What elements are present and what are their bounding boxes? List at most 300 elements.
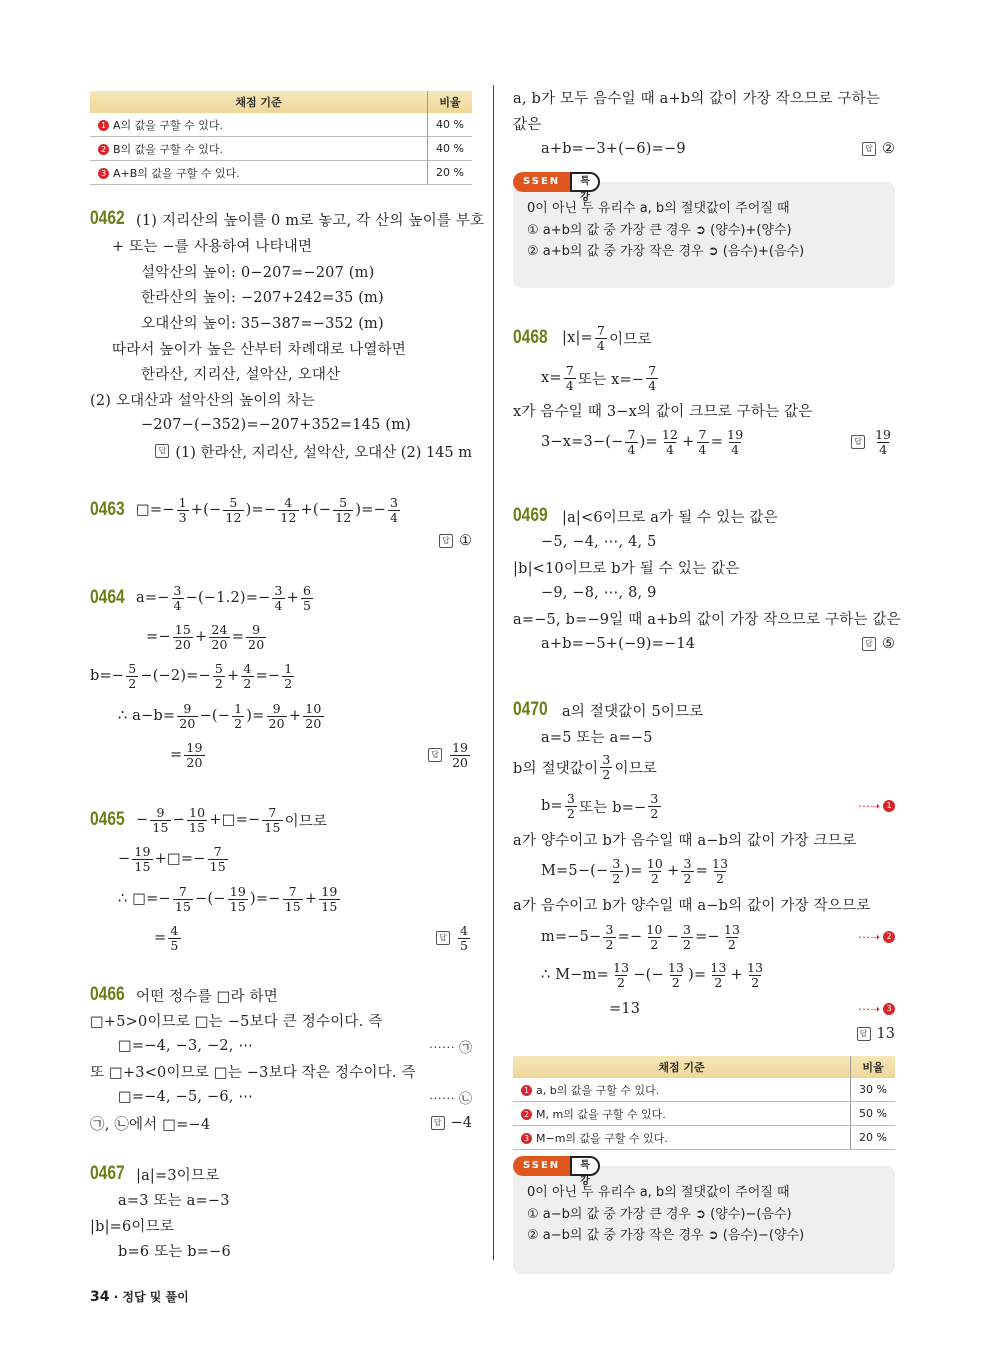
solution-line (609, 994, 640, 1024)
math-text: 한라산, 지리산, 설악산, 오대산 (141, 366, 341, 383)
solution-line (541, 629, 695, 659)
step-marker-icon: 3 (98, 168, 109, 179)
denominator: 4 (627, 441, 636, 457)
fraction (644, 923, 664, 952)
fraction (681, 923, 693, 952)
answer (428, 740, 472, 770)
numerator: 5 (214, 660, 224, 676)
solution-line (136, 583, 315, 613)
math-text: ∴ a−b= (118, 708, 176, 724)
math-text: +(− (300, 502, 332, 518)
denominator: 4 (173, 597, 182, 613)
fraction (177, 496, 189, 525)
math-text: = (154, 930, 167, 946)
fraction (708, 961, 728, 990)
math-text: a=5 또는 a=−5 (541, 729, 653, 746)
denominator: 2 (214, 675, 224, 691)
solution-line (170, 740, 207, 770)
denominator: 15 (134, 858, 151, 874)
criteria-cell (90, 161, 428, 185)
ratio-cell: 20 % (851, 1126, 896, 1150)
denominator: 4 (274, 597, 283, 613)
solution-line (90, 1108, 210, 1138)
math-text: (1) 지리산의 높이를 0 m로 놓고, 각 산의 높이를 부호 (136, 212, 485, 229)
denominator: 15 (284, 898, 301, 914)
math-text: −(− (633, 967, 664, 983)
fraction (173, 623, 193, 652)
denominator: 12 (280, 509, 297, 525)
fraction (168, 924, 180, 953)
denominator: 2 (612, 870, 621, 886)
math-text: 한라산의 높이: −207+242=35 (m) (141, 289, 384, 306)
fraction (745, 961, 765, 990)
equation-label: ⋯⋯ ㉡ (428, 1091, 472, 1107)
denominator: 15 (174, 898, 192, 914)
denominator: 2 (714, 974, 723, 990)
denominator: 5 (460, 937, 468, 953)
numerator: 3 (612, 855, 621, 871)
solution-line (118, 884, 342, 914)
denominator: 20 (452, 754, 468, 770)
solution-line (513, 889, 870, 919)
ratio-header: 비율 (428, 91, 473, 113)
math-text: b=− (90, 668, 125, 684)
math-text: +□=− (209, 812, 261, 828)
answer-icon: 답 (862, 637, 876, 651)
math-text: )=− (355, 502, 386, 518)
answer-icon: 답 (428, 748, 442, 762)
solution-line (118, 1235, 231, 1265)
fraction (173, 885, 193, 914)
criteria-header: 채점 기준 (90, 91, 428, 113)
step-marker-icon: 3 (883, 1003, 895, 1015)
math-text: =− (146, 629, 171, 645)
solution-line (513, 395, 813, 425)
ratio-cell: 40 % (428, 137, 473, 161)
answer-icon: 답 (862, 142, 876, 156)
grading-criteria-table (513, 1056, 895, 1150)
ssen-label: 특강 (570, 172, 600, 192)
math-text: 또는 x=− (577, 371, 645, 388)
math-text: =− (695, 929, 720, 945)
math-text: 또 □+3<0이므로 □는 −3보다 작은 정수이다. 즉 (90, 1064, 416, 1081)
solution-line (90, 661, 296, 691)
math-text: □=− (136, 502, 175, 518)
math-text: 어떤 정수를 □라 하면 (136, 988, 278, 1005)
fraction (646, 364, 658, 393)
page-number: 34 (90, 1289, 110, 1305)
math-text: =13 (609, 1001, 641, 1017)
fraction (172, 584, 184, 613)
math-text: )= (639, 434, 658, 450)
criteria-text: M, m의 값을 구할 수 있다. (536, 1107, 666, 1121)
fraction (564, 364, 576, 393)
math-text: |a|<6이므로 a가 될 수 있는 값은 (562, 509, 778, 526)
fraction (450, 741, 470, 770)
math-text: b= (541, 798, 563, 814)
step-marker-icon: 2 (883, 931, 895, 943)
numerator: 1 (178, 494, 187, 510)
criteria-header: 채점 기준 (513, 1056, 851, 1078)
criteria-cell (90, 113, 428, 137)
step-marker-icon: 1 (98, 120, 109, 131)
denominator: 3 (178, 509, 187, 525)
ratio-header: 비율 (851, 1056, 896, 1078)
criteria-text: M−m의 값을 구할 수 있다. (536, 1131, 668, 1145)
numerator: 9 (183, 700, 192, 716)
numerator: 1 (234, 700, 243, 716)
math-text: 이므로 (614, 760, 658, 777)
fraction (873, 428, 893, 457)
fraction (228, 885, 248, 914)
math-text: □=−4, −3, −2, ⋯ (118, 1038, 254, 1054)
fraction (610, 857, 622, 886)
numerator: 10 (646, 921, 663, 937)
math-text: = (710, 434, 724, 450)
answer-icon: 답 (155, 444, 169, 458)
numerator: 24 (211, 621, 228, 637)
denominator: 2 (683, 870, 692, 886)
fraction (283, 885, 303, 914)
math-text: −207−(−352)=−207+352=145 (m) (141, 417, 412, 433)
denominator: 15 (229, 898, 247, 914)
math-text: )=− (250, 891, 281, 907)
fraction (611, 961, 631, 990)
fraction (595, 324, 607, 353)
denominator: 2 (650, 805, 659, 821)
answer-icon: 답 (431, 1116, 445, 1130)
denominator: 2 (671, 974, 681, 990)
math-text: + (288, 708, 302, 724)
solution-line (513, 752, 657, 782)
denominator: 2 (234, 715, 243, 731)
fraction (648, 792, 660, 821)
math-text: |a|=3이므로 (136, 1167, 220, 1184)
math-text: ∴ □=− (118, 891, 171, 907)
denominator: 2 (128, 675, 137, 691)
numerator: 13 (747, 959, 764, 975)
math-text: a=−5, b=−9일 때 a+b의 값이 가장 작으므로 구하는 값은 (513, 611, 901, 628)
numerator: 5 (128, 660, 137, 676)
numerator: 1 (284, 660, 293, 676)
ssen-badge (513, 172, 600, 203)
math-text: |b|<10이므로 b가 될 수 있는 값은 (513, 560, 740, 577)
criteria-cell (513, 1126, 851, 1150)
fraction (209, 623, 229, 652)
solution-line (513, 108, 541, 138)
numerator: 3 (389, 494, 399, 510)
fraction (241, 662, 253, 691)
problem-number: 0463 (90, 499, 125, 520)
math-text: M=5−(− (541, 863, 609, 879)
numerator: 19 (875, 426, 891, 442)
ratio-cell: 50 % (851, 1102, 896, 1126)
answer (431, 1108, 472, 1138)
section-title: · 정답 및 풀이 (113, 1290, 189, 1304)
numerator: 9 (156, 804, 165, 820)
math-text: 값은 (513, 116, 542, 133)
math-text: 13 (876, 1026, 895, 1042)
numerator: 7 (288, 883, 297, 899)
math-text: x= (541, 370, 562, 386)
math-text: |b|=6이므로 (90, 1218, 175, 1235)
denominator: 2 (716, 870, 725, 886)
solution-line (541, 922, 744, 952)
math-text: 또는 b=− (579, 799, 647, 816)
denominator: 12 (225, 509, 242, 525)
ssen-line: ② a+b의 값 중 가장 작은 경우 ➲ (음수)+(음수) (527, 244, 805, 259)
fraction (278, 496, 298, 525)
math-text: − (666, 929, 679, 945)
solution-line (136, 495, 402, 525)
ratio-cell: 30 % (851, 1078, 896, 1102)
math-text: a=3 또는 a=−3 (118, 1192, 230, 1209)
numerator: 9 (252, 621, 261, 637)
step-marker (858, 999, 895, 1019)
math-text: −(− (199, 708, 231, 724)
math-text: □=−4, −5, −6, ⋯ (118, 1089, 254, 1105)
fraction (132, 845, 152, 874)
math-text: + (304, 891, 318, 907)
numerator: 10 (305, 700, 322, 716)
math-text: )=− (245, 502, 277, 518)
answer-icon: 답 (439, 534, 453, 548)
denominator: 15 (189, 819, 206, 835)
denominator: 2 (566, 805, 575, 821)
problem-number: 0462 (90, 208, 125, 229)
numerator: 12 (661, 426, 679, 442)
answer-icon: 답 (857, 1027, 871, 1041)
fraction (603, 923, 615, 952)
solution-line (136, 805, 327, 835)
fraction (333, 496, 353, 525)
math-text: a+b=−5+(−9)=−14 (541, 636, 696, 652)
step-marker (858, 927, 895, 947)
math-text: (2) 오대산과 설악산의 높이의 차는 (90, 392, 316, 409)
math-text: a=− (136, 590, 170, 606)
ssen-label: 특강 (570, 1156, 600, 1176)
denominator: 2 (682, 936, 692, 952)
criteria-cell (513, 1078, 851, 1102)
denominator: 12 (335, 509, 352, 525)
math-text: )= (246, 708, 265, 724)
math-text: 따라서 높이가 높은 산부터 차례대로 나열하면 (112, 341, 406, 358)
math-text: b=6 또는 b=−6 (118, 1243, 231, 1260)
numerator: 3 (682, 921, 692, 937)
math-text: ㉠, ㉡에서 □=−4 (90, 1116, 211, 1133)
fraction (184, 741, 204, 770)
numerator: 5 (339, 494, 348, 510)
math-text: + (682, 434, 695, 450)
step-marker-icon: 1 (521, 1085, 532, 1096)
fraction (223, 496, 243, 525)
problem-number: 0467 (90, 1163, 125, 1184)
math-text: + (227, 668, 240, 684)
numerator: 3 (566, 790, 575, 806)
solution-line (541, 960, 767, 990)
denominator: 15 (264, 819, 281, 835)
step-marker-icon: 2 (521, 1109, 532, 1120)
fraction (660, 428, 680, 457)
table-row (90, 137, 472, 161)
fraction (697, 428, 709, 457)
fraction (208, 845, 228, 874)
numerator: 3 (173, 582, 182, 598)
column-divider (493, 85, 494, 1260)
fraction (232, 702, 244, 731)
fraction (388, 496, 400, 525)
denominator: 15 (209, 858, 226, 874)
ssen-line: ② a−b의 값 중 가장 작은 경우 ➲ (음수)−(양수) (527, 1228, 805, 1243)
math-text: + (667, 863, 680, 879)
math-text: − (136, 812, 149, 828)
solution-line (541, 721, 653, 751)
ssen-logo: SSEN (513, 172, 574, 192)
table-row (513, 1102, 895, 1126)
math-text: − (118, 851, 131, 867)
numerator: 7 (178, 883, 188, 899)
table-row (513, 1078, 895, 1102)
problem-number: 0468 (513, 327, 548, 348)
numerator: 3 (650, 790, 659, 806)
math-text: − (172, 812, 186, 828)
answer-icon: 답 (851, 435, 865, 449)
numerator: 3 (605, 921, 614, 937)
numerator: 7 (698, 426, 707, 442)
denominator: 20 (211, 636, 228, 652)
solution-line (146, 622, 268, 652)
denominator: 20 (305, 715, 322, 731)
fraction (187, 806, 207, 835)
criteria-text: a, b의 값을 구할 수 있다. (536, 1083, 660, 1097)
denominator: 5 (170, 937, 179, 953)
numerator: 19 (186, 739, 203, 755)
math-text: +□=− (154, 851, 206, 867)
denominator: 5 (303, 597, 312, 613)
fraction (725, 428, 745, 457)
numerator: 3 (602, 751, 611, 767)
numerator: 19 (727, 426, 744, 442)
fraction (565, 792, 577, 821)
math-text: 이므로 (284, 813, 328, 830)
answer (857, 1019, 895, 1049)
table-row (90, 161, 472, 185)
numerator: 13 (612, 959, 630, 975)
math-text: 설악산의 높이: 0−207=−207 (m) (141, 264, 375, 281)
numerator: 10 (646, 855, 664, 871)
equation-label: ⋯⋯ ㉠ (428, 1040, 472, 1056)
denominator: 2 (751, 974, 760, 990)
numerator: 13 (710, 959, 727, 975)
solution-line (562, 323, 652, 353)
solution-line (513, 824, 856, 854)
problem-number: 0469 (513, 505, 548, 526)
numerator: 13 (711, 855, 729, 871)
solution-line (118, 701, 326, 731)
math-text: a가 양수이고 b가 음수일 때 a−b의 값이 가장 크므로 (513, 832, 857, 849)
answer (862, 134, 895, 164)
numerator: 7 (627, 426, 636, 442)
arrow-icon: ⋯➝ (857, 930, 880, 944)
answer (862, 629, 895, 659)
math-text: □+5>0이므로 □는 −5보다 큰 정수이다. 즉 (90, 1013, 383, 1030)
denominator: 2 (605, 936, 614, 952)
denominator: 4 (389, 509, 399, 525)
math-text: −(−1.2)=− (185, 590, 271, 606)
numerator: 9 (272, 700, 281, 716)
ssen-content (513, 1166, 895, 1274)
math-text: = (695, 863, 708, 879)
criteria-text: A의 값을 구할 수 있다. (113, 118, 224, 132)
criteria-text: A+B의 값을 구할 수 있다. (113, 166, 240, 180)
criteria-cell (513, 1102, 851, 1126)
fraction (267, 702, 287, 731)
numerator: 10 (189, 804, 206, 820)
numerator: 19 (452, 739, 468, 755)
math-text: = (170, 747, 183, 763)
fraction (681, 857, 693, 886)
numerator: 6 (303, 582, 312, 598)
numerator: 19 (321, 883, 338, 899)
criteria-cell (90, 137, 428, 161)
denominator: 4 (596, 337, 606, 353)
ssen-content (513, 182, 895, 288)
denominator: 4 (698, 441, 707, 457)
fraction (177, 702, 197, 731)
solution-line (541, 427, 747, 457)
math-text: + (730, 967, 744, 983)
fraction (319, 885, 339, 914)
math-text: m=−5− (541, 929, 602, 945)
numerator: 4 (170, 922, 179, 938)
denominator: 2 (284, 675, 293, 691)
denominator: 2 (617, 974, 626, 990)
denominator: 20 (248, 636, 265, 652)
arrow-icon: ⋯➝ (857, 1002, 880, 1016)
math-text: −(−2)=− (140, 668, 211, 684)
math-text: a의 절댓값이 5이므로 (562, 703, 704, 720)
numerator: 3 (274, 582, 283, 598)
math-text: )= (688, 967, 707, 983)
numerator: 7 (565, 362, 574, 378)
fraction (272, 584, 284, 613)
numerator: 7 (268, 804, 277, 820)
fraction (301, 584, 313, 613)
math-text: =− (617, 929, 643, 945)
fraction (213, 662, 225, 691)
numerator: 13 (667, 959, 685, 975)
ssen-line: ① a+b의 값 중 가장 큰 경우 ➲ (양수)+(양수) (527, 222, 792, 238)
numerator: 7 (648, 362, 657, 378)
answer (436, 923, 472, 953)
numerator: 19 (229, 883, 247, 899)
ssen-line: 0이 아닌 두 유리수 a, b의 절댓값이 주어질 때 (527, 201, 790, 216)
math-text: (1) 한라산, 지리산, 설악산, 오대산 (2) 145 m (175, 444, 472, 461)
numerator: 19 (134, 843, 151, 859)
denominator: 4 (648, 377, 657, 393)
denominator: 15 (152, 819, 169, 835)
denominator: 2 (243, 675, 252, 691)
denominator: 4 (731, 441, 740, 457)
step-marker-icon: 3 (521, 1133, 532, 1144)
math-text: +(− (190, 502, 222, 518)
ratio-cell: 40 % (428, 113, 473, 137)
math-text: )= (624, 863, 643, 879)
math-text: −9, −8, ⋯, 8, 9 (541, 585, 657, 601)
math-text: 이므로 (609, 331, 652, 348)
math-text: |x|= (562, 330, 593, 346)
fraction (126, 662, 138, 691)
